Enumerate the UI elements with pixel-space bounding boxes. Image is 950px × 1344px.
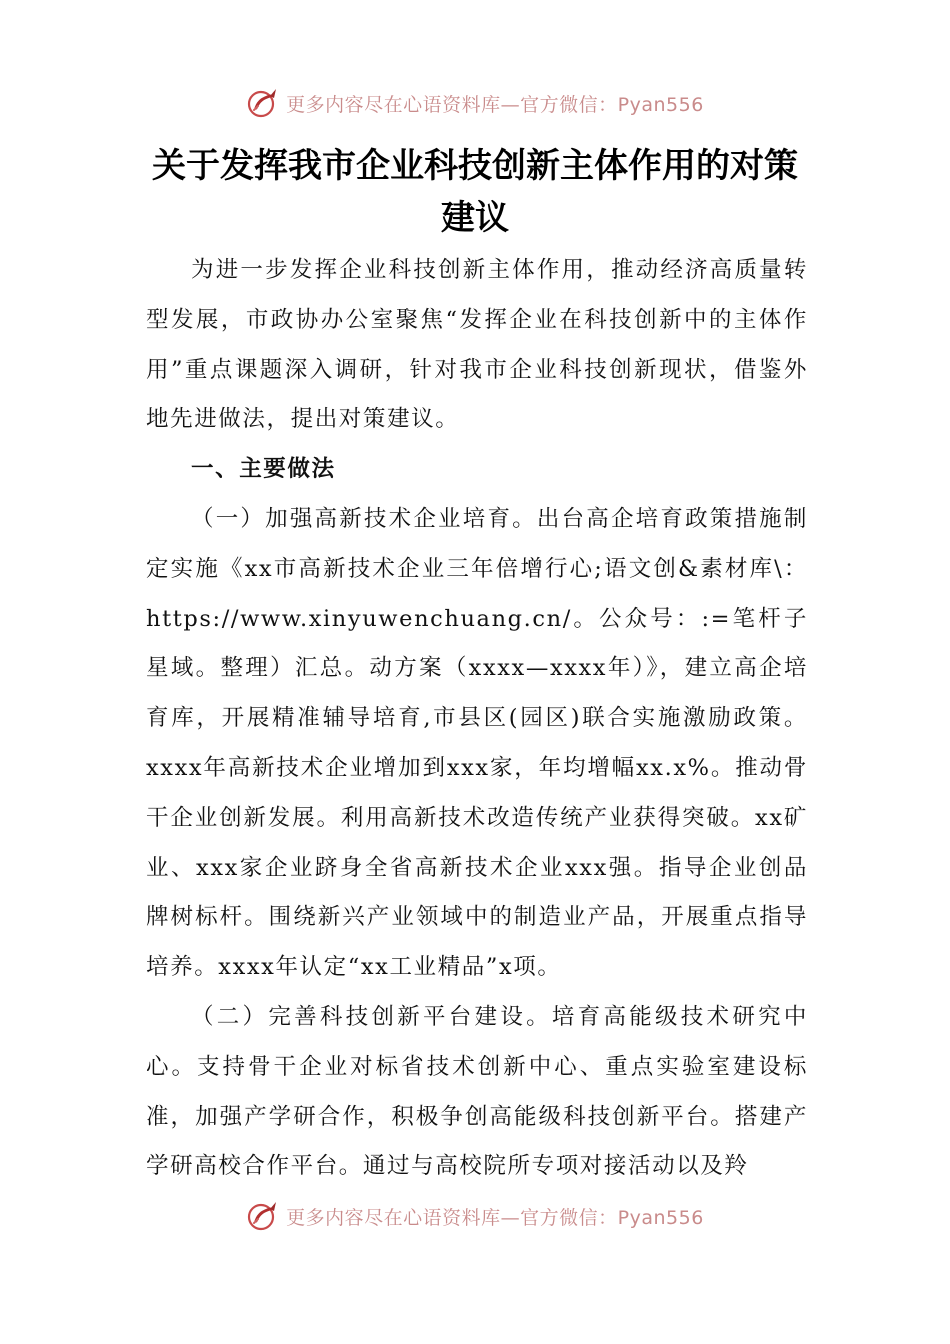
watermark-text: 更多内容尽在心语资料库—官方微信：Pyan556 (286, 93, 704, 116)
footer-watermark (0, 1202, 950, 1238)
document-title: 关于发挥我市企业科技创新主体作用的对策建议 (152, 146, 798, 238)
pen-logo-icon (246, 1202, 280, 1233)
body-paragraph: （一）加强高新技术企业培育。出台高企培育政策措施制定实施《xx市高新技术企业三年倍增行心;语文创&素材库\：https://www.xinyuwenchuang.cn/。公众号：:=笔杆子星域。整理）汇总。动方案（xxxx—xxxx年）》，建立高企培育库，开展精准辅导培育,市县区(园区)联合实施激励政策。xxxx年高新技术企业增加到xxx家，年均增幅xx.x%。推动骨干企业创新发展。利用高新技术改造传统产业获得突破。xx矿业、xxx家企业跻身全省高新技术企业xxx强。指导企业创品牌树标杆。围绕新兴产业领域中的制造业产品，开展重点指导培养。xxxx年认定“xx工业精品”x项。 (146, 505, 808, 981)
watermark-text: 更多内容尽在心语资料库—官方微信：Pyan556 (286, 1206, 704, 1229)
document-body (146, 246, 808, 1192)
watermark-banner (246, 86, 704, 120)
body-paragraph: （二）完善科技创新平台建设。培育高能级技术研究中心。支持骨干企业对标省技术创新中心、重点实验室建设标准，加强产学研合作，积极争创高能级科技创新平台。搭建产学研高校合作平台。通过与高校院所专项对接活动以及羚 (146, 1003, 808, 1180)
section-heading: 一、主要做法 (191, 456, 336, 483)
header-watermark (0, 83, 950, 123)
pen-logo-icon (246, 86, 280, 120)
watermark-banner (246, 1202, 704, 1233)
intro-paragraph: 为进一步发挥企业科技创新主体作用，推动经济高质量转型发展，市政协办公室聚焦“发挥企业在科技创新中的主体作用”重点课题深入调研，针对我市企业科技创新现状，借鉴外地先进做法，提出对策建议。 (146, 257, 808, 433)
